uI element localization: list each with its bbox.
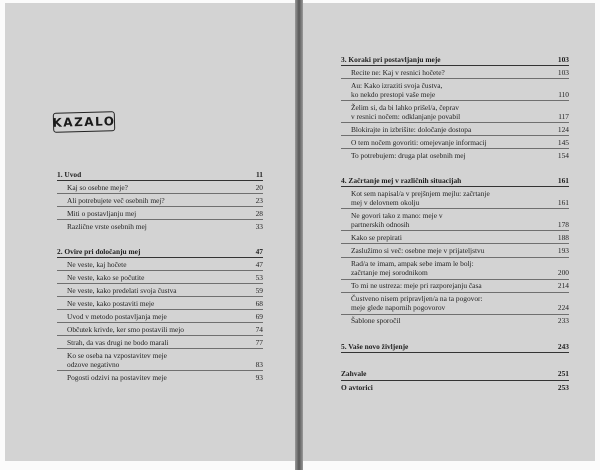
toc-left	[57, 169, 263, 398]
chapter-title: 4. Začrtanje mej v različnih situacijah	[341, 176, 462, 186]
toc-entry-title: Miti o postavljanju mej	[67, 208, 137, 218]
toc-entry	[57, 207, 263, 220]
toc-entry-title: Čustveno nisem pripravljen/a na ta pogovor: meje glede napornih pogovorov	[351, 294, 483, 313]
toc-entry-title: Šablone sporočil	[351, 316, 401, 326]
toc-section	[341, 175, 569, 326]
toc-entry	[341, 280, 569, 293]
toc-entry	[341, 244, 569, 257]
toc-entry-page: 145	[557, 137, 569, 147]
toc-entry-page: 200	[557, 268, 569, 278]
toc-entry-title: Ne veste, kako se počutite	[67, 272, 145, 282]
toc-entry-title: Želim si, da bi lahko prišel/a, čeprav v resnici nočem: odklanjanje povabil	[351, 102, 461, 121]
toc-entry-page: 124	[557, 124, 569, 134]
toc-entry-page: 161	[557, 197, 569, 207]
toc-entry-title: Strah, da vas drugi ne bodo marali	[67, 337, 169, 347]
toc-entry-page: 154	[557, 150, 569, 160]
toc-entry	[341, 293, 569, 315]
toc-entry-page: 59	[255, 285, 263, 295]
chapter-heading	[341, 175, 569, 187]
toc-entry-title: Uvod v metodo postavljanja meje	[67, 311, 167, 321]
toc-entry-title: Rad/a te imam, ampak sebe imam le bolj: začrtanje mej sorodnikom	[351, 259, 474, 278]
toc-entry-title: Ne veste, kako postaviti meje	[67, 298, 155, 308]
toc-entry-page: 193	[557, 245, 569, 255]
toc-entry-page: 77	[255, 337, 263, 347]
extra-heading	[341, 367, 569, 381]
toc-entry	[57, 220, 263, 232]
toc-entry	[57, 297, 263, 310]
chapter-page-number: 47	[255, 247, 263, 257]
toc-entry	[57, 371, 263, 383]
toc-entry-title: To potrebujem: druga plat osebnih mej	[351, 150, 466, 160]
chapter-heading	[341, 54, 569, 66]
extra-page-number: 251	[557, 368, 569, 378]
toc-entry	[57, 336, 263, 349]
toc-section	[341, 54, 569, 161]
toc-entry-page: 28	[255, 208, 263, 218]
toc-entry	[57, 258, 263, 271]
toc-entry-title: Različne vrste osebnih mej	[67, 221, 147, 231]
toc-entry	[341, 123, 569, 136]
toc-entry	[341, 187, 569, 209]
chapter-title: 3. Koraki pri postavljanju meje	[341, 55, 441, 64]
toc-entry-page: 224	[557, 303, 569, 313]
toc-entry-title: Blokirajte in izbrišite: določanje dostopa	[351, 124, 472, 134]
toc-entry	[341, 66, 569, 79]
chapter-page-number: 243	[557, 341, 569, 351]
toc-entry-title: Kako se prepirati	[351, 232, 402, 242]
toc-entry-title: Ko se oseba na vzpostavitev meje odzove negativno	[67, 350, 167, 369]
toc-entry-title: Ne veste, kako predelati svoja čustva	[67, 285, 177, 295]
toc-entry-title: Kot sem napisal/a v prejšnjem mejlu: začrtanje mej v delovnem okolju	[351, 188, 490, 207]
toc-entry	[341, 231, 569, 244]
toc-entry-page: 23	[255, 195, 263, 205]
toc-entry-page: 178	[557, 219, 569, 229]
toc-entry-title: Ali potrebujete več osebnih mej?	[67, 195, 165, 205]
toc-entry-title: Občutek krivde, ker smo postavili mejo	[67, 324, 184, 334]
toc-entry-title: Recite ne: Kaj v resnici hočete?	[351, 67, 445, 77]
chapter-page-number: 103	[557, 55, 569, 64]
toc-entry	[57, 271, 263, 284]
toc-entry-page: 53	[255, 272, 263, 282]
toc-entry	[341, 209, 569, 231]
toc-section	[57, 169, 263, 232]
toc-entry-title: Ne veste, kaj hočete	[67, 259, 127, 269]
toc-entry-title: Kaj so osebne meje?	[67, 182, 128, 192]
toc-entry-page: 93	[255, 372, 263, 382]
toc-entry	[57, 323, 263, 336]
toc-entry-page: 74	[255, 324, 263, 334]
chapter-page-number: 161	[557, 176, 569, 186]
toc-entry-page: 20	[255, 182, 263, 192]
chapter-page-number: 11	[256, 170, 263, 179]
toc-entry-page: 214	[557, 281, 569, 291]
extra-heading	[341, 381, 569, 394]
toc-entry-title: O tem nočem govoriti: omejevanje informacij	[351, 137, 487, 147]
toc-entry	[341, 149, 569, 161]
toc-entry	[57, 194, 263, 207]
toc-right	[341, 54, 569, 394]
chapter-heading	[57, 169, 263, 181]
chapter-heading	[57, 246, 263, 258]
toc-section	[57, 246, 263, 383]
toc-entry-page: 233	[557, 316, 569, 326]
toc-entry-title: Ne govori tako z mano: meje v partnerskih odnosih	[351, 210, 443, 229]
toc-entry	[341, 101, 569, 123]
toc-section	[341, 341, 569, 353]
toc-entry	[57, 310, 263, 323]
toc-entry-title: Pogosti odzivi na postavitev meje	[67, 372, 167, 382]
kazalo-title-box	[53, 111, 116, 133]
chapter-title: 2. Ovire pri določanju mej	[57, 247, 141, 257]
left-page	[5, 3, 295, 461]
toc-extras	[341, 367, 569, 394]
chapter-title: 5. Vaše novo življenje	[341, 341, 409, 351]
right-page	[303, 3, 595, 461]
toc-entry-title: Zaslužimo si več: osebne meje v prijateljstvu	[351, 245, 485, 255]
toc-entry-page: 110	[558, 89, 569, 99]
toc-entry-page: 117	[558, 111, 569, 121]
toc-entry-title: Au: Kako izraziti svoja čustva, ko nekdo prestopi vaše meje	[351, 80, 443, 99]
toc-entry-page: 47	[255, 259, 263, 269]
chapter-title: 1. Uvod	[57, 170, 82, 179]
book-gutter	[295, 0, 303, 470]
toc-entry-page: 83	[255, 359, 263, 369]
toc-entry	[341, 315, 569, 327]
chapter-heading	[341, 341, 569, 353]
toc-entry	[57, 284, 263, 297]
toc-entry	[341, 258, 569, 280]
toc-entry	[57, 349, 263, 371]
extra-title: O avtorici	[341, 382, 373, 392]
toc-entry-title: To mi ne ustreza: meje pri razporejanju časa	[351, 281, 482, 291]
toc-entry-page: 68	[255, 298, 263, 308]
extra-title: Zahvale	[341, 368, 367, 378]
toc-entry-page: 69	[255, 311, 263, 321]
toc-entry	[341, 136, 569, 149]
toc-entry	[57, 181, 263, 194]
extra-page-number: 253	[557, 382, 569, 392]
toc-entry	[341, 79, 569, 101]
toc-entry-page: 103	[557, 67, 569, 77]
toc-entry-page: 188	[557, 232, 569, 242]
toc-entry-page: 33	[255, 221, 263, 231]
page-title: KAZALO	[52, 114, 116, 130]
